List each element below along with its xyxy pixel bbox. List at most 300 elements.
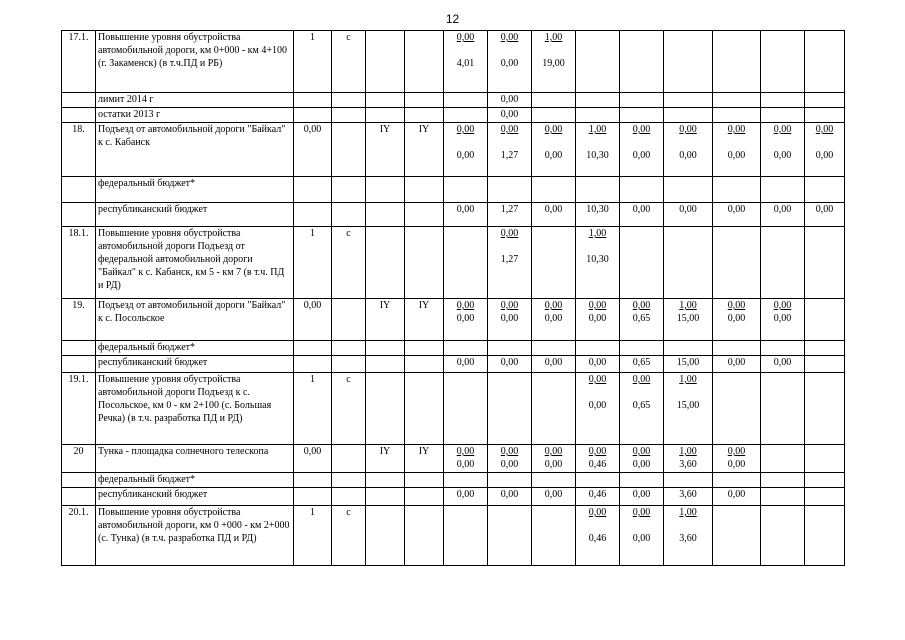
value-cell (664, 123, 713, 177)
row-category-from (366, 506, 405, 566)
row-count (294, 341, 332, 356)
table-row (62, 473, 845, 488)
row-category-to: IY (405, 299, 444, 341)
value-length: 0,00 (727, 124, 746, 135)
value-cell (664, 473, 713, 488)
value-length: 0,00 (500, 32, 519, 43)
value-amount: 0,00 (632, 489, 651, 500)
value-cell (664, 356, 713, 373)
value-length: 0,00 (632, 124, 651, 135)
value-amount: 3,60 (679, 533, 697, 544)
value-length: 0,00 (544, 300, 563, 311)
value-cell (532, 473, 576, 488)
row-name: Подъезд от автомобильной дороги "Байкал" к с. Кабанск (96, 123, 294, 177)
value-amount: 0,00 (456, 459, 475, 470)
value-length: 0,00 (456, 446, 475, 457)
row-type (332, 341, 366, 356)
row-type (332, 356, 366, 373)
row-type (332, 473, 366, 488)
value-cell (620, 93, 664, 108)
row-category-from (366, 341, 405, 356)
value-cell (664, 445, 713, 473)
row-count: 1 (294, 227, 332, 299)
value-amount: 0,00 (727, 313, 746, 324)
row-category-to: IY (405, 445, 444, 473)
row-type (332, 108, 366, 123)
value-amount: 0,00 (500, 357, 519, 368)
table-row (62, 93, 845, 108)
row-name: Повышение уровня обустройства автомобильной дороги, км 0 +000 - км 2+000 (с. Тунка) (в т.ч. разработка ПД и РД) (96, 506, 294, 566)
value-length: 0,00 (456, 124, 475, 135)
row-type: с (332, 506, 366, 566)
value-cell (532, 299, 576, 341)
value-cell (620, 31, 664, 93)
value-cell (713, 445, 761, 473)
value-amount: 0,00 (588, 400, 607, 411)
value-amount: 0,00 (456, 313, 475, 324)
value-length: 0,00 (773, 300, 792, 311)
row-type (332, 93, 366, 108)
value-amount: 3,60 (679, 489, 697, 500)
value-amount: 1,27 (500, 150, 519, 161)
row-count (294, 203, 332, 227)
table-row (62, 506, 845, 566)
row-category-from: IY (366, 445, 405, 473)
row-number (62, 341, 96, 356)
value-cell (761, 123, 805, 177)
value-length: 0,00 (500, 300, 519, 311)
value-length: 0,00 (632, 446, 651, 457)
value-cell (713, 488, 761, 506)
value-amount: 0,00 (773, 150, 792, 161)
row-name: остатки 2013 г (96, 108, 294, 123)
table-row (62, 356, 845, 373)
value-amount: 0,65 (632, 400, 651, 411)
value-cell (576, 445, 620, 473)
value-length: 1,00 (588, 228, 607, 239)
value-length: 0,00 (679, 124, 697, 135)
value-cell (444, 108, 488, 123)
table-row (62, 227, 845, 299)
value-cell (444, 123, 488, 177)
value-cell (532, 488, 576, 506)
row-number (62, 356, 96, 373)
value-amount: 0,00 (500, 109, 519, 120)
value-cell (805, 341, 845, 356)
row-category-from: IY (366, 123, 405, 177)
value-cell (576, 341, 620, 356)
value-cell (444, 445, 488, 473)
value-cell (805, 203, 845, 227)
value-cell (805, 177, 845, 203)
value-amount: 0,00 (588, 357, 607, 368)
value-cell (761, 341, 805, 356)
value-cell (664, 373, 713, 445)
value-cell (664, 203, 713, 227)
row-category-to (405, 203, 444, 227)
row-category-to (405, 93, 444, 108)
value-cell (620, 227, 664, 299)
value-length: 0,00 (727, 446, 746, 457)
value-length: 0,00 (500, 228, 519, 239)
value-cell (713, 123, 761, 177)
value-cell (713, 108, 761, 123)
value-cell (713, 177, 761, 203)
value-cell (620, 341, 664, 356)
value-cell (488, 123, 532, 177)
row-count (294, 488, 332, 506)
value-cell (532, 506, 576, 566)
row-number (62, 177, 96, 203)
value-cell (761, 356, 805, 373)
value-cell (444, 93, 488, 108)
row-count: 0,00 (294, 445, 332, 473)
value-amount: 0,00 (456, 204, 475, 215)
row-type (332, 203, 366, 227)
value-cell (576, 227, 620, 299)
value-cell (713, 356, 761, 373)
row-category-from (366, 108, 405, 123)
row-count: 1 (294, 373, 332, 445)
value-cell (532, 445, 576, 473)
row-category-to (405, 341, 444, 356)
value-cell (576, 506, 620, 566)
value-length: 0,00 (588, 507, 607, 518)
value-amount: 0,00 (544, 204, 563, 215)
value-cell (488, 506, 532, 566)
value-amount: 0,65 (632, 357, 651, 368)
value-cell (620, 356, 664, 373)
value-cell (576, 356, 620, 373)
row-count (294, 108, 332, 123)
value-length: 0,00 (456, 32, 475, 43)
value-cell (664, 506, 713, 566)
table-row (62, 108, 845, 123)
value-cell (444, 373, 488, 445)
value-length: 1,00 (588, 124, 607, 135)
row-type (332, 445, 366, 473)
value-length: 1,00 (679, 374, 697, 385)
value-amount: 4,01 (456, 58, 475, 69)
row-name: Повышение уровня обустройства автомобильной дороги Подъезд к с. Посольское, км 0 - км 2+100 (с. Большая Речка) (в т.ч. разработка ПД и РД) (96, 373, 294, 445)
value-cell (805, 506, 845, 566)
value-cell (532, 341, 576, 356)
table-row (62, 445, 845, 473)
row-number: 17.1. (62, 31, 96, 93)
value-amount: 0,00 (544, 357, 563, 368)
value-cell (444, 488, 488, 506)
value-length: 0,00 (500, 446, 519, 457)
value-cell (805, 488, 845, 506)
value-amount: 19,00 (542, 58, 565, 69)
row-category-to (405, 177, 444, 203)
row-category-to (405, 227, 444, 299)
row-category-from (366, 177, 405, 203)
row-count: 0,00 (294, 123, 332, 177)
value-cell (576, 373, 620, 445)
value-cell (532, 373, 576, 445)
value-amount: 15,00 (676, 357, 700, 368)
value-amount: 0,00 (632, 459, 651, 470)
value-amount: 0,00 (727, 459, 746, 470)
row-name: федеральный бюджет* (96, 473, 294, 488)
row-count (294, 356, 332, 373)
value-cell (532, 108, 576, 123)
value-cell (761, 473, 805, 488)
row-number: 19.1. (62, 373, 96, 445)
value-cell (761, 488, 805, 506)
row-category-from (366, 488, 405, 506)
row-category-to (405, 108, 444, 123)
row-category-to (405, 356, 444, 373)
value-cell (664, 299, 713, 341)
table-row (62, 31, 845, 93)
row-category-to: IY (405, 123, 444, 177)
value-amount: 10,30 (586, 254, 609, 265)
value-amount: 0,00 (500, 459, 519, 470)
value-cell (620, 123, 664, 177)
value-cell (488, 445, 532, 473)
row-category-to (405, 373, 444, 445)
value-cell (488, 473, 532, 488)
value-cell (488, 356, 532, 373)
value-cell (805, 373, 845, 445)
value-cell (532, 227, 576, 299)
value-amount: 1,27 (500, 254, 519, 265)
value-length: 0,00 (588, 300, 607, 311)
value-cell (488, 108, 532, 123)
row-name: республиканский бюджет (96, 356, 294, 373)
value-cell (532, 356, 576, 373)
budget-table (61, 30, 845, 566)
value-amount: 0,65 (632, 313, 651, 324)
row-name: Повышение уровня обустройства автомобильной дороги Подъезд от федеральной автомобильной дороги "Байкал" к с. Кабанск, км 5 - км 7 (в т.ч. ПД и РД) (96, 227, 294, 299)
row-count: 0,00 (294, 299, 332, 341)
value-cell (620, 203, 664, 227)
value-amount: 10,30 (586, 204, 609, 215)
value-cell (620, 488, 664, 506)
row-name: федеральный бюджет* (96, 177, 294, 203)
value-cell (620, 506, 664, 566)
value-amount: 0,00 (815, 150, 834, 161)
value-amount: 0,00 (632, 204, 651, 215)
value-length: 1,00 (544, 32, 563, 43)
value-cell (444, 31, 488, 93)
value-cell (761, 299, 805, 341)
row-type (332, 177, 366, 203)
value-cell (532, 177, 576, 203)
value-cell (576, 93, 620, 108)
value-cell (620, 473, 664, 488)
value-length: 0,00 (632, 300, 651, 311)
value-amount: 0,00 (456, 489, 475, 500)
value-cell (713, 373, 761, 445)
table-row (62, 341, 845, 356)
value-cell (620, 108, 664, 123)
value-cell (761, 177, 805, 203)
value-cell (576, 473, 620, 488)
value-cell (761, 506, 805, 566)
value-length: 0,00 (588, 446, 607, 457)
value-cell (444, 299, 488, 341)
value-length: 1,00 (679, 300, 697, 311)
value-cell (488, 177, 532, 203)
row-type (332, 123, 366, 177)
value-cell (761, 227, 805, 299)
value-cell (805, 473, 845, 488)
value-cell (488, 31, 532, 93)
value-cell (761, 31, 805, 93)
value-length: 0,00 (727, 300, 746, 311)
row-name: лимит 2014 г (96, 93, 294, 108)
value-cell (713, 299, 761, 341)
value-amount: 3,60 (679, 459, 697, 470)
row-category-from (366, 356, 405, 373)
value-length: 0,00 (500, 124, 519, 135)
row-name: республиканский бюджет (96, 203, 294, 227)
value-amount: 15,00 (676, 313, 700, 324)
row-name: Тунка - площадка солнечного телескопа (96, 445, 294, 473)
row-category-from (366, 473, 405, 488)
row-count: 1 (294, 31, 332, 93)
value-cell (664, 341, 713, 356)
value-amount: 0,00 (544, 489, 563, 500)
value-cell (576, 123, 620, 177)
value-cell (488, 488, 532, 506)
value-amount: 0,00 (500, 58, 519, 69)
value-cell (444, 177, 488, 203)
row-number (62, 203, 96, 227)
value-cell (664, 31, 713, 93)
table-row (62, 299, 845, 341)
row-name: Повышение уровня обустройства автомобильной дороги, км 0+000 - км 4+100 (г. Закаменск) (в т.ч.ПД и РБ) (96, 31, 294, 93)
value-cell (620, 373, 664, 445)
row-number: 20.1. (62, 506, 96, 566)
table-row (62, 373, 845, 445)
row-category-to (405, 488, 444, 506)
value-cell (805, 299, 845, 341)
value-cell (761, 93, 805, 108)
value-amount: 0,46 (588, 489, 607, 500)
value-cell (761, 203, 805, 227)
row-type (332, 488, 366, 506)
row-number: 18.1. (62, 227, 96, 299)
value-cell (664, 93, 713, 108)
value-cell (620, 177, 664, 203)
value-cell (532, 93, 576, 108)
page-number: 12 (445, 12, 460, 26)
value-length: 0,00 (773, 124, 792, 135)
row-category-from: IY (366, 299, 405, 341)
row-name: республиканский бюджет (96, 488, 294, 506)
value-cell (576, 488, 620, 506)
value-cell (713, 341, 761, 356)
value-cell (444, 203, 488, 227)
value-cell (713, 31, 761, 93)
value-amount: 0,00 (773, 204, 792, 215)
value-amount: 0,00 (544, 313, 563, 324)
row-category-to (405, 506, 444, 566)
value-length: 0,00 (588, 374, 607, 385)
value-cell (713, 473, 761, 488)
value-cell (620, 299, 664, 341)
value-cell (576, 203, 620, 227)
value-amount: 0,00 (544, 459, 563, 470)
row-type: с (332, 227, 366, 299)
value-amount: 0,00 (679, 150, 697, 161)
value-length: 0,00 (544, 124, 563, 135)
row-count (294, 177, 332, 203)
value-cell (488, 203, 532, 227)
value-cell (532, 31, 576, 93)
value-amount: 10,30 (586, 150, 609, 161)
row-number (62, 108, 96, 123)
value-length: 0,00 (632, 507, 651, 518)
row-category-from (366, 227, 405, 299)
value-length: 0,00 (456, 300, 475, 311)
row-number (62, 473, 96, 488)
value-cell (805, 93, 845, 108)
row-type: с (332, 31, 366, 93)
value-amount: 0,00 (500, 94, 519, 105)
value-length: 0,00 (632, 374, 651, 385)
value-cell (713, 203, 761, 227)
value-cell (488, 299, 532, 341)
value-cell (664, 108, 713, 123)
table-row (62, 488, 845, 506)
row-category-from (366, 203, 405, 227)
row-number: 19. (62, 299, 96, 341)
row-category-from (366, 93, 405, 108)
value-length: 1,00 (679, 446, 697, 457)
value-cell (488, 373, 532, 445)
value-cell (805, 356, 845, 373)
value-amount: 0,00 (727, 489, 746, 500)
value-cell (444, 356, 488, 373)
value-length: 1,00 (679, 507, 697, 518)
value-cell (488, 227, 532, 299)
value-amount: 0,00 (632, 150, 651, 161)
value-cell (664, 177, 713, 203)
table-row (62, 203, 845, 227)
value-amount: 0,46 (588, 533, 607, 544)
row-type (332, 299, 366, 341)
value-cell (620, 445, 664, 473)
table-row (62, 123, 845, 177)
value-cell (576, 31, 620, 93)
value-amount: 0,00 (588, 313, 607, 324)
value-cell (761, 373, 805, 445)
row-number (62, 488, 96, 506)
value-amount: 0,00 (727, 150, 746, 161)
value-cell (576, 108, 620, 123)
value-cell (713, 506, 761, 566)
value-cell (444, 473, 488, 488)
value-amount: 0,00 (456, 150, 475, 161)
value-cell (444, 341, 488, 356)
value-amount: 0,00 (727, 204, 746, 215)
row-category-from (366, 373, 405, 445)
value-amount: 0,00 (679, 204, 697, 215)
row-name: федеральный бюджет* (96, 341, 294, 356)
value-cell (805, 227, 845, 299)
row-count (294, 93, 332, 108)
row-count (294, 473, 332, 488)
value-amount: 1,27 (500, 204, 519, 215)
value-amount: 0,00 (773, 357, 792, 368)
value-length: 0,00 (815, 124, 834, 135)
value-cell (444, 506, 488, 566)
